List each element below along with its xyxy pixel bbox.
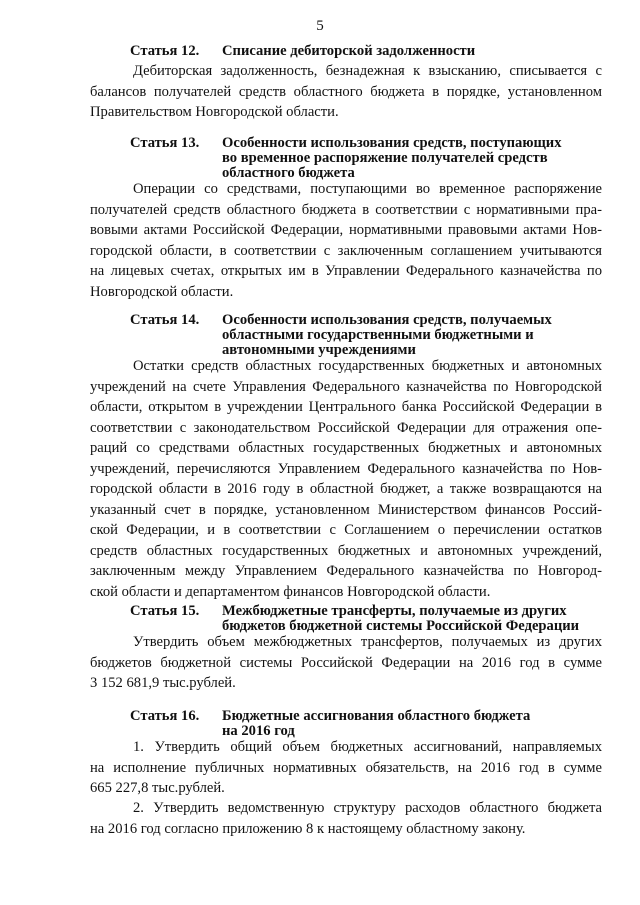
article-number: Статья 13. xyxy=(130,135,200,151)
paragraph-line: Остатки средств областных государственных бюджетных и автономных xyxy=(133,358,602,374)
article-13-paragraph xyxy=(90,179,602,302)
article-title-line: областными государственными бюджетными и xyxy=(222,327,534,343)
article-number: Статья 15. xyxy=(130,603,200,619)
article-16-paragraph-1 xyxy=(90,737,602,799)
article-16-paragraph-2 xyxy=(90,798,602,839)
article-title-line: бюджетов бюджетной системы Российской Федерации xyxy=(222,618,580,634)
paragraph-line: ской области и департаментом финансов Новгородской области. xyxy=(90,583,491,600)
paragraph-line: 2. Утвердить ведомственную структуру расходов областного бюджета xyxy=(133,800,602,816)
article-title-line: на 2016 год xyxy=(222,723,295,739)
article-title-line: во временное распоряжение получателей средств xyxy=(222,150,548,166)
article-title-line: Бюджетные ассигнования областного бюджета xyxy=(222,708,531,724)
paragraph-line: ской Федерации, и в соответствии с Соглашением о перечислении остатков xyxy=(90,522,602,538)
paragraph-line: раций со средствами областных государственных бюджетных и автономных xyxy=(90,440,602,456)
article-number: Статья 12. xyxy=(130,43,200,59)
paragraph-line: 665 227,8 тыс.рублей. xyxy=(90,780,225,796)
paragraph-line: на исполнение публичных нормативных обязательств, на 2016 год в сумме xyxy=(90,759,602,776)
article-number: Статья 16. xyxy=(130,708,200,724)
paragraph-line: средств областных государственных бюджетных и автономных учреждений, xyxy=(90,542,602,559)
paragraph-line: заключенным между Управлением Федерального казначейства по Новгород- xyxy=(90,563,602,579)
paragraph-line: учреждений, перечисляются Управлением Федерального казначейства по Нов- xyxy=(90,460,602,477)
paragraph-line: на лицевых счетах, открытых им в Управлении Федерального казначейства по xyxy=(90,263,602,279)
paragraph-line: 1. Утвердить общий объем бюджетных ассигнований, направляемых xyxy=(133,739,602,755)
paragraph-line: Дебиторская задолженность, безнадежная к взысканию, списывается с xyxy=(133,63,602,79)
article-title-line: Особенности использования средств, получаемых xyxy=(222,312,552,328)
paragraph-line: Утвердить объем межбюджетных трансфертов, получаемых из других xyxy=(133,634,602,650)
paragraph-line: 3 152 681,9 тыс.рублей. xyxy=(90,675,236,691)
paragraph-line: вовыми актами Российской Федерации, нормативными правовыми актами Нов- xyxy=(90,222,602,238)
article-title-line: Межбюджетные трансферты, получаемые из других xyxy=(222,603,567,619)
article-13-heading xyxy=(130,136,600,181)
paragraph-line: соответствии с законодательством Российской Федерации для отражения опе- xyxy=(90,419,602,436)
article-16-heading xyxy=(130,709,600,739)
article-12-heading xyxy=(130,44,600,59)
article-title-line: автономными учреждениями xyxy=(222,342,416,358)
paragraph-line: указанный счет в порядке, установленном Министерством финансов Россий- xyxy=(90,501,602,518)
paragraph-line: Операции со средствами, поступающими во временное распоряжение xyxy=(133,181,602,197)
article-title-line: Списание дебиторской задолженности xyxy=(222,43,476,59)
paragraph-line: Правительством Новгородской области. xyxy=(90,104,339,120)
article-number: Статья 14. xyxy=(130,312,200,328)
paragraph-line: на 2016 год согласно приложению 8 к настоящему областному закону. xyxy=(90,820,526,837)
article-12-paragraph xyxy=(90,61,602,123)
paragraph-line: получателей средств областного бюджета в соответствии с нормативными пра- xyxy=(90,201,602,218)
article-15-paragraph xyxy=(90,632,602,694)
paragraph-line: области, открытом в учреждении Центрального банка Российской Федерации в xyxy=(90,399,602,415)
article-15-heading xyxy=(130,604,600,634)
article-14-paragraph xyxy=(90,356,602,602)
article-14-heading xyxy=(130,313,600,358)
article-title-line: Особенности использования средств, поступающих xyxy=(222,135,562,151)
article-title-line: областного бюджета xyxy=(222,165,355,181)
paragraph-line: Новгородской области. xyxy=(90,283,234,300)
paragraph-line: балансов получателей средств областного бюджета в порядке, установленном xyxy=(90,83,602,100)
page-number: 5 xyxy=(316,18,324,34)
paragraph-line: учреждений на счете Управления Федерального казначейства по Новгородской xyxy=(90,378,602,395)
paragraph-line: городской области, в соответствии с заключенным соглашением учитываются xyxy=(90,242,602,259)
paragraph-line: бюджетов бюджетной системы Российской Федерации на 2016 год в сумме xyxy=(90,654,602,671)
paragraph-line: городской области в 2016 году в областной бюджет, а также возвращаются на xyxy=(90,481,602,497)
